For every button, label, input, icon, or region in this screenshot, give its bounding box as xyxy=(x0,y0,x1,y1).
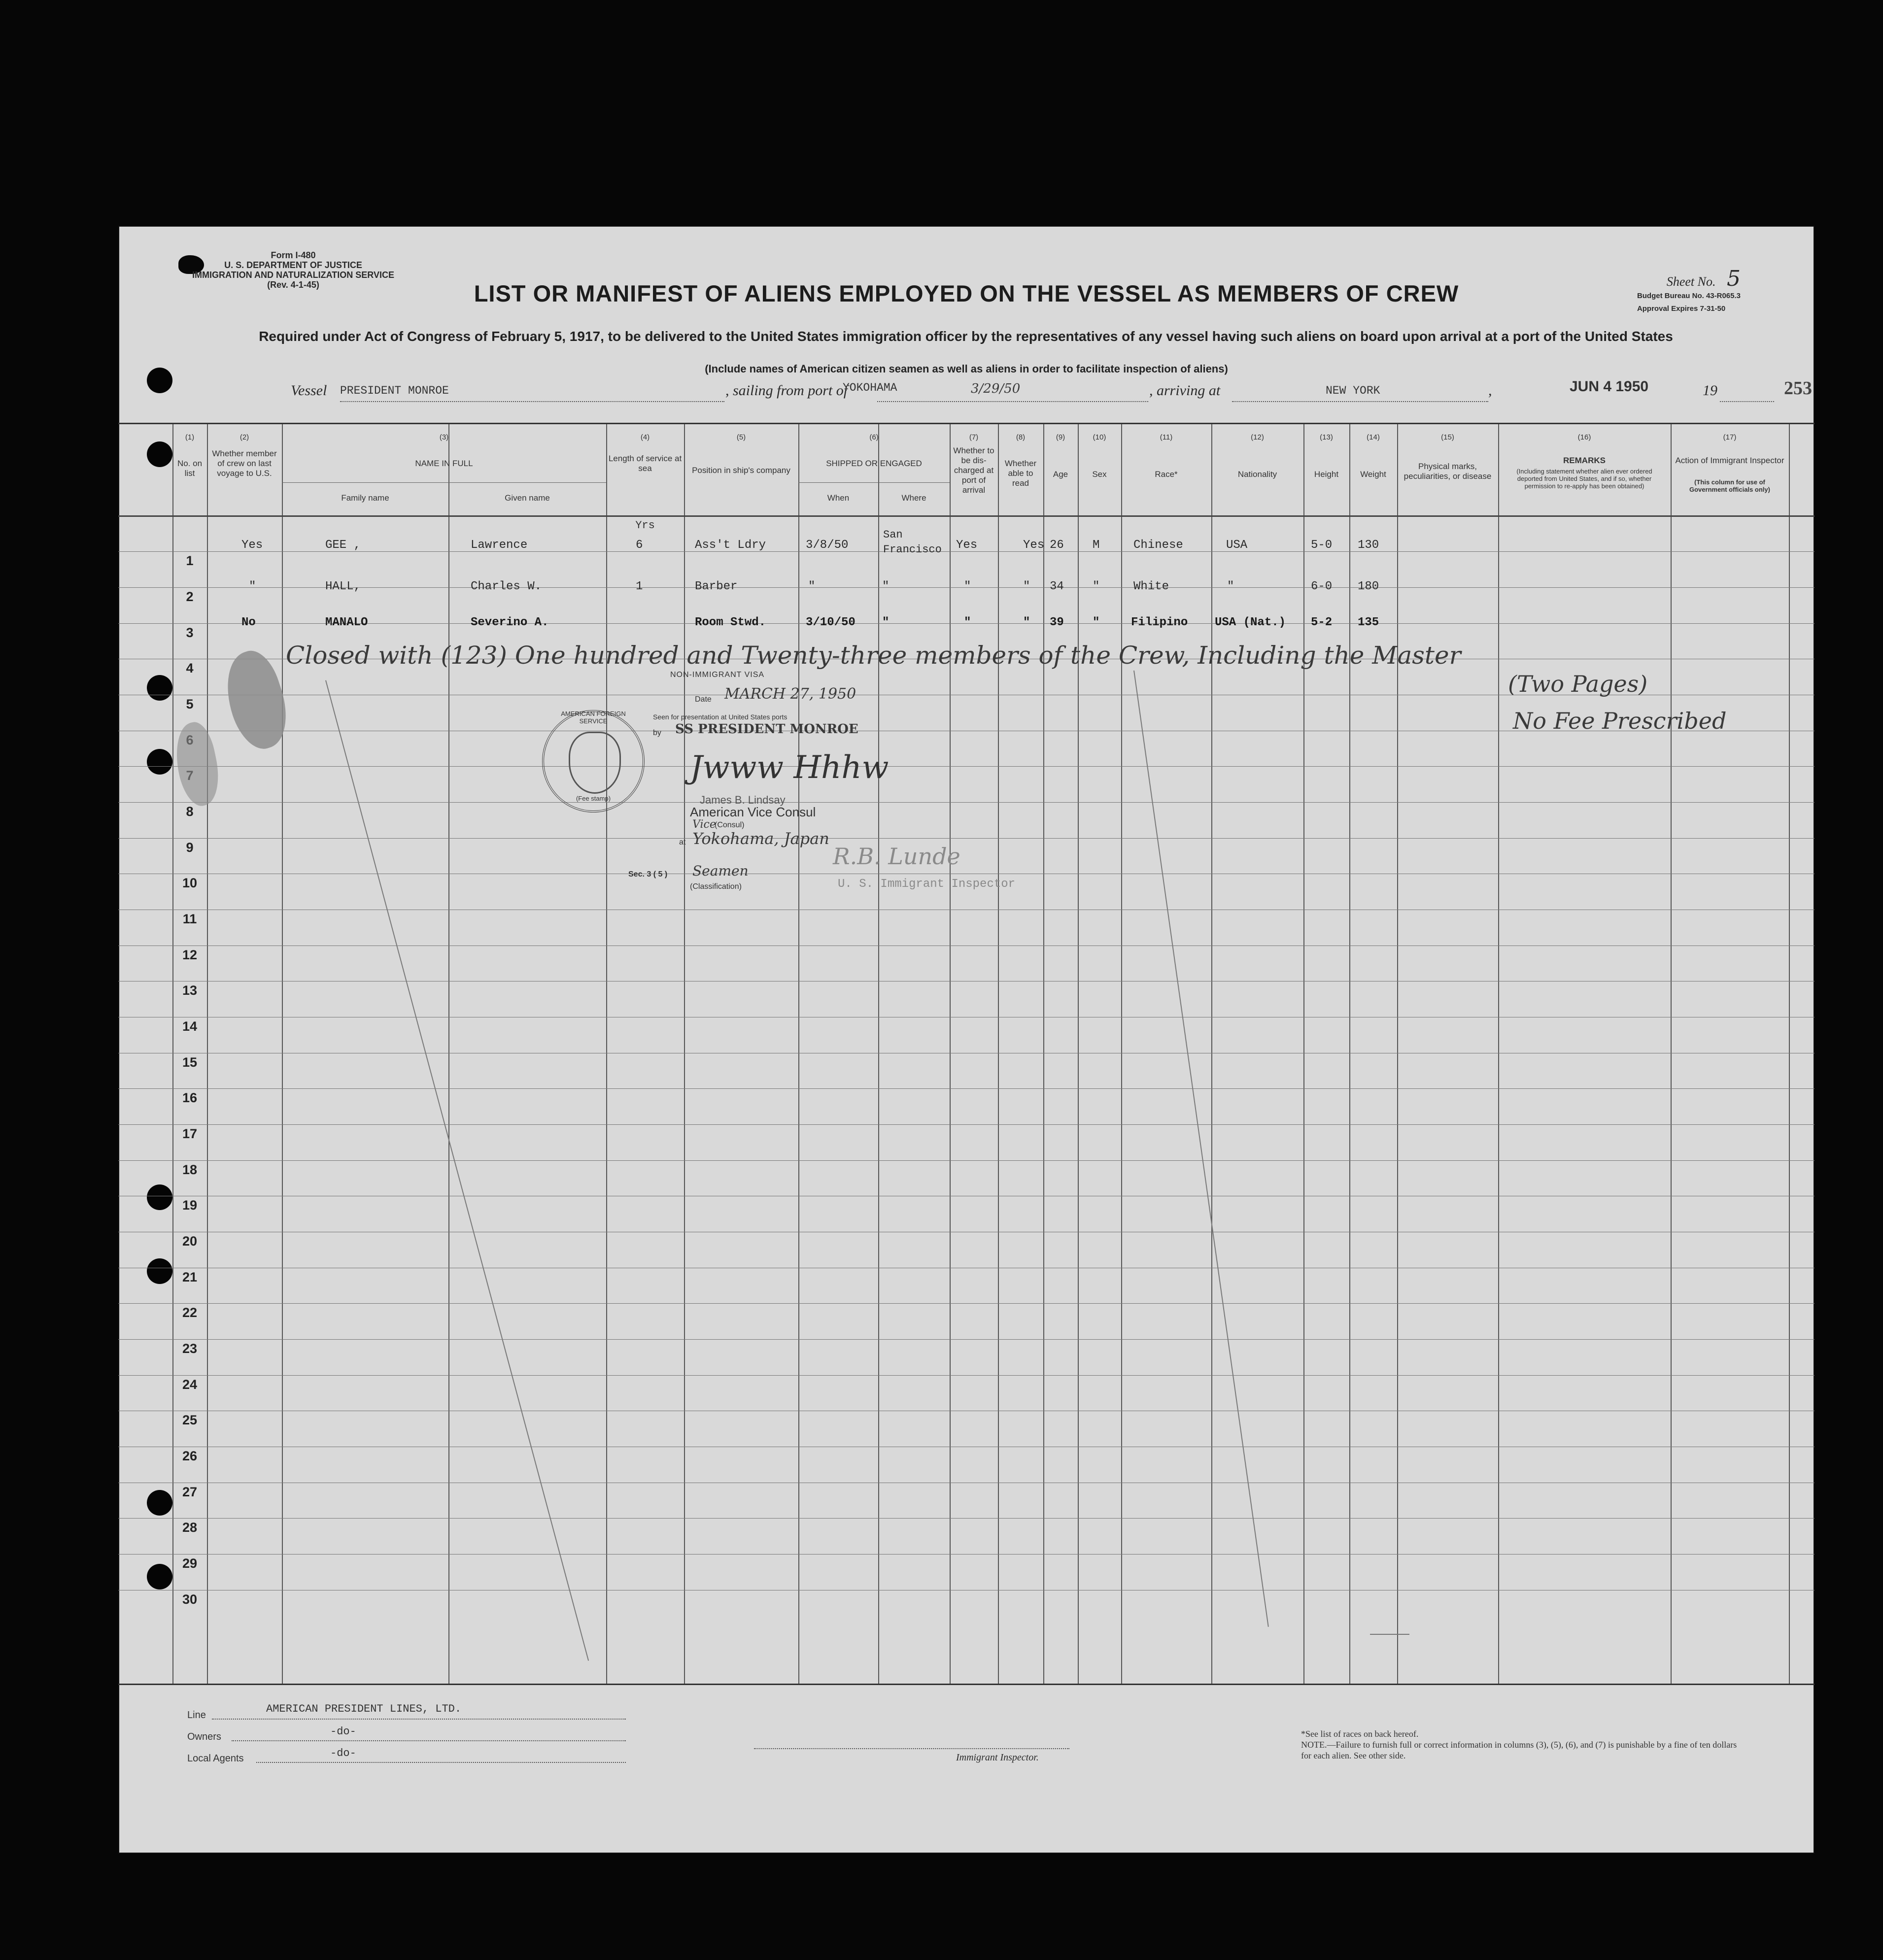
cell-where: San Francisco xyxy=(883,529,942,556)
row-number: 12 xyxy=(182,947,198,962)
cell-prev-voyage: Yes xyxy=(241,539,263,552)
cell-when: " xyxy=(808,580,816,593)
col-head-discharge: Whether to be dis-charged at port of arrival xyxy=(953,446,994,495)
col-head-read: Whether able to read xyxy=(1004,459,1037,488)
row-number: 15 xyxy=(182,1055,198,1070)
page-subtitle: Required under Act of Congress of February 5, 1917, to be delivered to the United States immigration officer by the representatives of any vessel having such aliens on board upon arrival at a port of the United States xyxy=(259,329,1673,344)
cell-family-name: HALL, xyxy=(325,580,361,593)
cell-family-name: GEE , xyxy=(325,539,361,552)
manifest-sheet xyxy=(118,226,1815,1854)
note-text: —Failure to furnish full or correct information in columns (3), (5), (6), and (7) is punishable by a fine of ten dollars for each alien. See other side. xyxy=(1301,1740,1737,1760)
row-number: 9 xyxy=(186,840,194,855)
col-head-physical: Physical marks, peculiarities, or disease xyxy=(1404,462,1492,481)
row-number: 29 xyxy=(182,1556,198,1571)
row-number: 24 xyxy=(182,1377,198,1392)
cell-position: Ass't Ldry xyxy=(695,539,766,552)
row-number: 1 xyxy=(186,553,194,568)
cell-age: 34 xyxy=(1050,580,1064,593)
row-number: 25 xyxy=(182,1413,198,1427)
handwritten-page-count: (Two Pages) xyxy=(1508,671,1648,697)
cell-race: Filipino xyxy=(1131,616,1188,629)
visa-location: Yokohama, Japan xyxy=(692,829,829,848)
cell-prev-voyage: " xyxy=(249,580,256,593)
col-head-remarks-note: (Including statement whether alien ever ordered deported from United States, and if so, whether permission to re-apply has been obtained) xyxy=(1516,468,1652,490)
visa-heading: NON-IMMIGRANT VISA xyxy=(670,671,765,679)
service-name: IMMIGRATION AND NATURALIZATION SERVICE xyxy=(192,270,394,280)
visa-date: MARCH 27, 1950 xyxy=(724,685,856,703)
row-number: 19 xyxy=(182,1198,198,1213)
row-number: 5 xyxy=(186,697,194,711)
cell-nationality: USA (Nat.) xyxy=(1215,616,1286,629)
row-number: 18 xyxy=(182,1162,198,1177)
cell-when: 3/8/50 xyxy=(806,539,849,552)
col-num-8: (8) xyxy=(1016,433,1026,441)
cell-sex: " xyxy=(1093,616,1100,629)
cell-weight: 130 xyxy=(1358,539,1379,552)
page-note: (Include names of American citizen seamen as well as aliens in order to facilitate inspection of aliens) xyxy=(705,363,1228,375)
col-head-height: Height xyxy=(1314,470,1339,479)
seal-text: AMERICAN FOREIGN SERVICE xyxy=(561,710,626,725)
col-num-3: (3) xyxy=(439,433,449,441)
row-number: 17 xyxy=(182,1126,198,1141)
sheet-label: Sheet No. xyxy=(1666,274,1716,289)
cell-race: Chinese xyxy=(1133,539,1183,552)
fine-note xyxy=(1301,1739,1745,1761)
cell-when: 3/10/50 xyxy=(806,616,856,629)
smudge xyxy=(215,645,297,755)
row-number: 3 xyxy=(186,625,194,640)
cell-discharge: " xyxy=(964,616,971,629)
handwritten-closing-note: Closed with (123) One hundred and Twenty-three members of the Crew, Including the Master xyxy=(286,641,1461,670)
visa-date-label: Date xyxy=(695,695,712,704)
owners-value: -do- xyxy=(330,1725,356,1738)
cell-sex: " xyxy=(1093,580,1100,593)
col-head-age: Age xyxy=(1053,470,1068,479)
col-num-6: (6) xyxy=(869,433,879,441)
arrival-date-stamp: JUN 4 1950 xyxy=(1570,378,1649,395)
pencil-stroke xyxy=(1133,671,1269,1627)
col-head-action-note: (This column for use of Government officials only) xyxy=(1689,478,1770,493)
visa-section: Sec. 3 ( 5 ) xyxy=(628,870,668,879)
immigrant-inspector-label: Immigrant Inspector. xyxy=(956,1752,1039,1763)
row-number: 2 xyxy=(186,589,194,604)
visa-seen-label: Seen for presentation at United States ports xyxy=(653,713,787,721)
cell-age: 26 xyxy=(1050,539,1064,552)
eagle-emblem-icon xyxy=(569,732,621,794)
col-num-10: (10) xyxy=(1093,433,1106,441)
crew-table xyxy=(118,423,1815,1685)
row-number: 23 xyxy=(182,1341,198,1356)
cell-where: " xyxy=(882,616,890,629)
cell-position: Room Stwd. xyxy=(695,616,766,629)
col-num-15: (15) xyxy=(1441,433,1454,441)
cell-sex: M xyxy=(1093,539,1100,552)
line-label: Line xyxy=(187,1710,206,1721)
col-num-14: (14) xyxy=(1367,433,1380,441)
cell-service: 6 xyxy=(636,539,643,552)
form-revision: (Rev. 4-1-45) xyxy=(267,280,319,290)
form-id: Form I-480 xyxy=(271,250,316,260)
cell-given-name: Charles W. xyxy=(471,580,542,593)
cell-race: White xyxy=(1133,580,1169,593)
col-head-where: Where xyxy=(901,493,926,503)
col-num-9: (9) xyxy=(1056,433,1065,441)
col-head-race: Race* xyxy=(1155,470,1178,479)
visa-officer-title: American Vice Consul xyxy=(690,805,816,819)
col-num-13: (13) xyxy=(1320,433,1333,441)
row-number: 28 xyxy=(182,1520,198,1535)
cell-discharge: Yes xyxy=(956,539,978,552)
row-number: 11 xyxy=(182,912,197,926)
agents-label: Local Agents xyxy=(187,1753,244,1764)
row-number: 21 xyxy=(182,1270,198,1284)
agents-value: -do- xyxy=(330,1747,356,1759)
note-label: NOTE. xyxy=(1301,1740,1327,1750)
row-number: 30 xyxy=(182,1592,198,1607)
visa-classification-label: (Classification) xyxy=(690,882,742,891)
sheet-number-value: 5 xyxy=(1727,266,1741,291)
stamp-number: 253 xyxy=(1784,378,1812,399)
visa-consul-label: (Consul) xyxy=(715,821,745,829)
row-number: 4 xyxy=(186,661,194,676)
col-head-position: Position in ship's company xyxy=(692,466,790,475)
visa-classification: Seamen xyxy=(692,863,749,879)
col-num-12: (12) xyxy=(1251,433,1264,441)
cell-nationality: " xyxy=(1227,580,1234,593)
cell-height: 6-0 xyxy=(1311,580,1333,593)
col-num-11: (11) xyxy=(1160,433,1173,441)
cell-discharge: " xyxy=(964,580,971,593)
row-number: 27 xyxy=(182,1485,198,1499)
consul-signature: Jwww Hhhw xyxy=(690,749,889,786)
agency-name: U. S. DEPARTMENT OF JUSTICE xyxy=(224,260,362,270)
row-number: 22 xyxy=(182,1305,198,1320)
manifest-footer xyxy=(118,1684,1815,1854)
cell-read: " xyxy=(1023,580,1030,593)
approval-expiry: Approval Expires 7-31-50 xyxy=(1637,304,1726,313)
visa-by-label: by xyxy=(653,729,661,737)
col-head-nationality: Nationality xyxy=(1237,470,1277,479)
row-number: 20 xyxy=(182,1234,198,1249)
cell-given-name: Lawrence xyxy=(471,539,528,552)
inspector-signature: R.B. Lunde xyxy=(833,843,960,870)
cell-height: 5-0 xyxy=(1311,539,1333,552)
col-num-5: (5) xyxy=(736,433,746,441)
col-head-sex: Sex xyxy=(1092,470,1107,479)
visa-signer: James B. Lindsay xyxy=(700,794,786,806)
row-number: 13 xyxy=(182,983,198,998)
col-head-shipped: SHIPPED OR ENGAGED xyxy=(826,459,922,468)
cell-family-name: MANALO xyxy=(325,616,368,629)
row-number: 26 xyxy=(182,1449,198,1463)
cell-nationality: USA xyxy=(1226,539,1248,552)
owners-label: Owners xyxy=(187,1731,221,1742)
cell-weight: 180 xyxy=(1358,580,1379,593)
fee-stamp-label: (Fee stamp) xyxy=(576,795,611,802)
col-head-service: Length of service at sea xyxy=(608,454,682,473)
cell-height: 5-2 xyxy=(1311,616,1333,629)
cell-position: Barber xyxy=(695,580,738,593)
col-num-4: (4) xyxy=(640,433,650,441)
vessel-label: Vessel xyxy=(291,382,327,399)
cell-read: " xyxy=(1023,616,1030,629)
visa-at-label: at xyxy=(679,838,686,846)
cell-given-name: Severino A. xyxy=(471,616,549,629)
port-from-date: 3/29/50 xyxy=(971,381,1021,396)
col-head-when: When xyxy=(827,493,850,503)
visa-consul-prefix: Vice xyxy=(692,818,716,831)
col-head-family: Family name xyxy=(341,493,389,503)
page-title: LIST OR MANIFEST OF ALIENS EMPLOYED ON THE VESSEL AS MEMBERS OF CREW xyxy=(474,280,1459,306)
races-note: *See list of races on back hereof. xyxy=(1301,1729,1419,1739)
col-head-action: Action of Immigrant Inspector xyxy=(1675,456,1784,465)
handwritten-fee-note: No Fee Prescribed xyxy=(1513,708,1727,734)
cell-service: 1 xyxy=(636,580,643,593)
yrs-label: Yrs xyxy=(635,519,655,532)
year-label: 19 xyxy=(1703,382,1717,399)
col-num-2: (2) xyxy=(240,433,249,441)
col-head-name: NAME IN FULL xyxy=(415,459,473,468)
port-to: NEW YORK xyxy=(1326,384,1380,397)
vessel-name: PRESIDENT MONROE xyxy=(340,384,449,397)
col-head-prev-voyage: Whether member of crew on last voyage to U.S. xyxy=(212,449,277,478)
cell-read: Yes xyxy=(1023,539,1045,552)
consular-seal xyxy=(542,710,645,812)
line-value: AMERICAN PRESIDENT LINES, LTD. xyxy=(266,1703,462,1715)
cell-age: 39 xyxy=(1050,616,1064,629)
col-num-17: (17) xyxy=(1723,433,1737,441)
sailing-label: , sailing from port of xyxy=(725,382,848,399)
visa-vessel: SS PRESIDENT MONROE xyxy=(675,722,858,737)
col-num-7: (7) xyxy=(969,433,979,441)
voyage-line: Vessel PRESIDENT MONROE , sailing from port of YOKOHAMA 3/29/50 , arriving at NEW YORK , JUN 4 1950 19 253 xyxy=(118,382,1815,407)
col-head-weight: Weight xyxy=(1360,470,1386,479)
col-head-remarks: REMARKS xyxy=(1563,456,1606,465)
row-number: 10 xyxy=(182,876,198,890)
row-number: 14 xyxy=(182,1019,198,1034)
row-number: 8 xyxy=(186,804,194,819)
row-number: 16 xyxy=(182,1090,198,1105)
budget-number: Budget Bureau No. 43-R065.3 xyxy=(1637,292,1741,300)
cell-weight: 135 xyxy=(1358,616,1379,629)
cell-where: " xyxy=(882,580,890,593)
port-from: YOKOHAMA xyxy=(843,381,897,394)
col-num-16: (16) xyxy=(1577,433,1591,441)
col-num-1: (1) xyxy=(185,433,195,441)
col-head-no: No. on list xyxy=(177,459,203,478)
cell-prev-voyage: No xyxy=(241,616,256,629)
col-head-given: Given name xyxy=(505,493,550,503)
inspector-stamp-text: U. S. Immigrant Inspector xyxy=(838,878,1016,891)
arriving-label: , arriving at xyxy=(1149,382,1221,399)
